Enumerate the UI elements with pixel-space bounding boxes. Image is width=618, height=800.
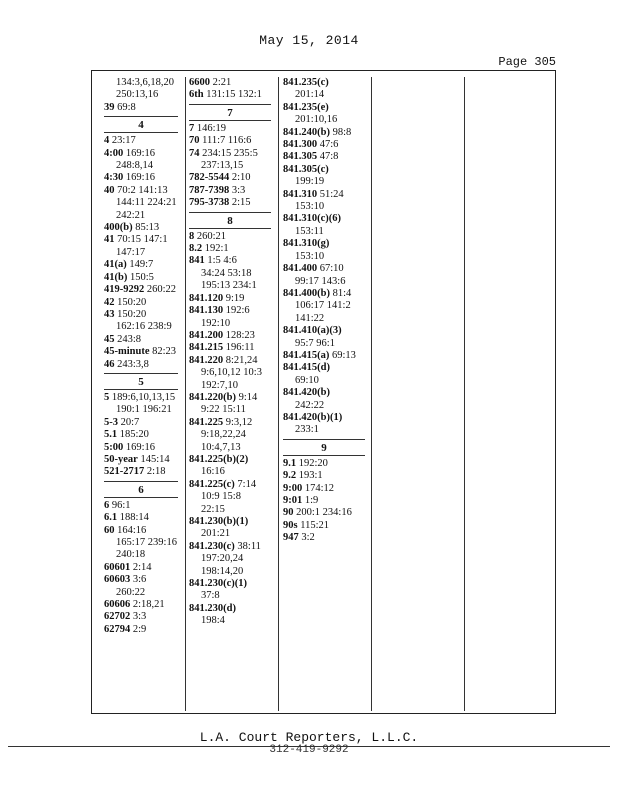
index-refs: 70:15 147:1 <box>117 234 168 246</box>
index-term: 841.230(d) <box>189 602 236 614</box>
index-refs-continued: 69:10 <box>295 374 319 386</box>
index-column-1 <box>104 77 184 713</box>
index-term: 90 <box>283 507 294 519</box>
index-refs: 2:14 <box>132 561 152 573</box>
index-term: 841.415(d) <box>283 362 330 374</box>
section-heading: 4 <box>104 116 178 133</box>
index-entry <box>283 139 371 151</box>
index-entry <box>104 466 184 478</box>
index-term: 841.225(b)(2) <box>189 453 249 465</box>
index-refs: 85:13 <box>135 222 160 234</box>
index-term: 9.1 <box>283 457 297 469</box>
index-refs-continued: 144:11 224:21 <box>116 197 177 209</box>
index-refs-continued: 242:21 <box>116 209 146 221</box>
index-refs-continued: 242:22 <box>295 399 325 411</box>
index-entry <box>283 288 371 300</box>
index-entry <box>189 392 277 404</box>
index-term: 40 <box>104 184 115 196</box>
index-entry <box>104 442 184 454</box>
index-term: 400(b) <box>104 222 133 234</box>
index-entry <box>189 355 277 367</box>
index-refs-continued: 9:22 15:11 <box>201 404 246 416</box>
index-refs: 174:12 <box>304 482 335 494</box>
column-divider <box>185 77 186 711</box>
index-entry <box>283 213 371 225</box>
index-term: 782-5544 <box>189 172 230 184</box>
index-refs: 3:6 <box>132 574 147 586</box>
index-term: 5-3 <box>104 416 118 428</box>
index-entry <box>283 362 371 374</box>
index-entry <box>283 189 371 201</box>
index-term: 60 <box>104 524 115 536</box>
index-refs-continued: 37:8 <box>201 590 220 602</box>
index-refs: 2:10 <box>231 172 251 184</box>
index-term: 841.420(b) <box>283 387 330 399</box>
index-term: 6th <box>189 89 204 101</box>
index-term: 42 <box>104 296 115 308</box>
index-refs: 9:14 <box>238 391 258 403</box>
index-refs-continued: 192:10 <box>201 317 231 329</box>
index-term: 521-2717 <box>104 466 145 478</box>
index-term: 841.225(c) <box>189 478 235 490</box>
index-refs: 150:20 <box>117 296 147 308</box>
index-refs: 20:7 <box>120 416 140 428</box>
index-refs: 169:16 <box>125 172 156 184</box>
index-entry <box>283 238 371 250</box>
index-entry <box>189 197 277 209</box>
index-entry <box>104 500 184 512</box>
column-divider <box>371 77 372 711</box>
index-entry <box>189 479 277 491</box>
index-term: 841.310(g) <box>283 238 330 250</box>
index-refs-continued: 162:16 238:9 <box>116 321 172 333</box>
index-entry <box>189 77 277 89</box>
index-entry <box>189 243 277 255</box>
index-entry <box>104 417 184 429</box>
index-entry <box>283 412 371 424</box>
index-refs: 2:15 <box>231 197 251 209</box>
index-refs-continued: 134:3,6,18,20 <box>116 77 175 88</box>
index-entry <box>104 429 184 441</box>
index-refs: 131:15 132:1 <box>206 89 262 101</box>
index-entry <box>189 417 277 429</box>
index-column-3 <box>283 77 371 713</box>
index-entry <box>104 234 184 246</box>
index-entry <box>104 222 184 234</box>
index-refs: 260:22 <box>146 284 177 296</box>
index-refs: 234:15 235:5 <box>202 147 258 159</box>
index-refs: 128:23 <box>225 329 255 341</box>
footer-phone: 312-419-9292 <box>269 744 349 756</box>
index-term: 841.230(c) <box>189 540 235 552</box>
index-refs: 81:4 <box>332 287 352 299</box>
index-refs: 185:20 <box>119 429 149 441</box>
index-entry <box>104 599 184 611</box>
section-heading: 9 <box>283 439 365 456</box>
index-entry <box>283 387 371 399</box>
index-refs: 200:1 234:16 <box>296 507 352 519</box>
index-term: 841.130 <box>189 305 224 317</box>
index-entry <box>104 392 184 404</box>
index-term: 6.1 <box>104 512 118 524</box>
index-entry <box>189 231 277 243</box>
index-refs: 67:10 <box>319 263 344 275</box>
index-entry <box>189 541 277 553</box>
index-entry <box>189 185 277 197</box>
index-term: 841.300 <box>283 139 318 151</box>
index-term: 90s <box>283 519 298 531</box>
index-refs: 196:11 <box>225 342 255 354</box>
index-refs-continued: 250:13,16 <box>116 89 159 101</box>
index-refs-continued: 233:1 <box>295 424 319 436</box>
index-refs: 1:5 4:6 <box>207 255 237 267</box>
index-refs: 115:21 <box>300 519 329 531</box>
index-refs: 243:3,8 <box>117 358 149 370</box>
index-refs-continued: 153:10 <box>295 250 325 262</box>
index-entry <box>283 151 371 163</box>
index-entry <box>104 562 184 574</box>
index-term: 841.235(e) <box>283 101 329 113</box>
index-refs: 7:14 <box>237 478 257 490</box>
index-refs: 38:11 <box>237 540 261 552</box>
index-entry <box>189 135 277 147</box>
index-refs: 188:14 <box>119 512 149 524</box>
index-term: 45 <box>104 333 115 345</box>
index-entry <box>104 512 184 524</box>
index-refs: 2:21 <box>212 77 232 88</box>
index-entry <box>189 293 277 305</box>
index-term: 60603 <box>104 574 131 586</box>
column-divider <box>464 77 465 711</box>
index-refs: 3:3 <box>231 184 246 196</box>
index-refs-continued: 22:15 <box>201 503 225 515</box>
index-entry <box>189 172 277 184</box>
index-refs: 3:2 <box>301 532 315 544</box>
index-refs: 69:8 <box>117 101 136 113</box>
index-refs: 1:9 <box>304 495 319 506</box>
index-refs: 164:16 <box>117 524 147 536</box>
index-term: 841.400(b) <box>283 287 330 299</box>
index-term: 60606 <box>104 599 131 611</box>
index-refs-continued: 237:13,15 <box>201 160 244 172</box>
index-entry <box>283 164 371 176</box>
index-refs-continued: 153:11 <box>295 225 324 237</box>
index-refs-continued: 106:17 141:2 <box>295 300 351 312</box>
index-term: 6600 <box>189 77 210 88</box>
index-term: 841.235(c) <box>283 77 329 88</box>
index-term: 841.215 <box>189 342 224 354</box>
index-refs: 23:17 <box>111 135 136 147</box>
index-term: 5 <box>104 391 110 403</box>
index-entry <box>104 272 184 284</box>
index-term: 70 <box>189 135 200 147</box>
index-term: 787-7398 <box>189 184 230 196</box>
index-refs: 260:21 <box>196 230 227 242</box>
index-term: 4:30 <box>104 172 124 184</box>
index-term: 5:00 <box>104 441 124 453</box>
index-entry <box>189 89 277 101</box>
index-term: 62702 <box>104 611 131 623</box>
index-refs-continued: 10:9 15:8 <box>201 491 241 503</box>
index-entry <box>104 574 184 586</box>
index-entry <box>104 102 184 114</box>
index-entry <box>104 135 184 147</box>
index-refs: 47:6 <box>319 139 339 151</box>
index-entry <box>283 495 371 507</box>
index-term: 8.2 <box>189 243 203 255</box>
index-refs: 96:1 <box>111 499 131 511</box>
index-entry <box>104 346 184 358</box>
index-refs: 192:6 <box>225 305 250 317</box>
index-refs: 150:20 <box>117 308 147 320</box>
index-refs-continued: 165:17 239:16 <box>116 537 177 548</box>
index-entry <box>104 297 184 309</box>
index-refs-continued: 9:18,22,24 <box>201 429 246 441</box>
index-refs: 169:16 <box>125 147 156 159</box>
index-refs: 82:23 <box>152 346 177 358</box>
index-term: 841.230(c)(1) <box>189 578 248 590</box>
index-entry <box>283 350 371 362</box>
index-refs: 192:1 <box>204 243 229 255</box>
index-term: 841.220(b) <box>189 391 236 403</box>
index-refs-continued: 260:22 <box>116 586 146 598</box>
index-refs: 145:14 <box>140 453 170 465</box>
footer-company: L.A. Court Reporters, L.L.C. <box>199 730 419 745</box>
index-refs-continued: 195:13 234:1 <box>201 280 257 292</box>
index-term: 74 <box>189 147 200 159</box>
index-term: 4 <box>104 135 110 147</box>
index-term: 7 <box>189 122 195 134</box>
index-refs: 3:3 <box>132 611 147 623</box>
index-entry <box>189 578 277 590</box>
word-index-table <box>91 70 556 714</box>
index-refs-continued: 201:21 <box>201 528 231 540</box>
index-term: 9:01 <box>283 495 303 506</box>
index-entry <box>104 334 184 346</box>
index-refs: 70:2 141:13 <box>117 184 168 196</box>
index-refs-continued: 95:7 96:1 <box>295 337 335 349</box>
index-entry <box>283 470 371 482</box>
column-divider <box>278 77 279 711</box>
index-refs: 192:20 <box>298 457 328 469</box>
index-refs-continued: 248:8,14 <box>116 160 154 172</box>
index-entry <box>283 77 371 89</box>
index-refs: 98:8 <box>332 126 352 138</box>
index-refs-continued: 9:6,10,12 10:3 <box>201 367 262 379</box>
index-refs: 169:16 <box>125 441 156 453</box>
index-entry <box>283 263 371 275</box>
index-entry <box>283 532 371 544</box>
header-date: May 15, 2014 <box>259 33 359 48</box>
index-refs-continued: 240:18 <box>116 549 146 561</box>
index-term: 8 <box>189 230 195 242</box>
index-term: 841.305 <box>283 151 318 163</box>
index-term: 841.305(c) <box>283 163 329 175</box>
index-column-2 <box>189 77 277 713</box>
index-entry <box>104 359 184 371</box>
index-refs: 2:9 <box>132 623 147 635</box>
section-heading: 8 <box>189 212 271 229</box>
section-heading: 5 <box>104 373 178 390</box>
index-term: 50-year <box>104 453 138 465</box>
index-entry <box>189 603 277 615</box>
index-entry <box>283 127 371 139</box>
index-entry <box>104 172 184 184</box>
index-entry <box>189 330 277 342</box>
index-refs-continued: 34:24 53:18 <box>201 267 252 279</box>
index-refs-continued: 198:4 <box>201 615 225 627</box>
index-column-4 <box>375 77 463 713</box>
index-term: 6 <box>104 499 110 511</box>
index-term: 841.310 <box>283 188 318 200</box>
index-entry <box>283 325 371 337</box>
index-term: 419-9292 <box>104 284 145 296</box>
index-entry <box>104 525 184 537</box>
index-term: 947 <box>283 532 299 544</box>
index-term: 841.400 <box>283 263 318 275</box>
index-refs: 69:13 <box>332 349 356 361</box>
index-refs: 150:5 <box>129 271 154 283</box>
index-entry <box>104 185 184 197</box>
index-term: 841.230(b)(1) <box>189 516 249 527</box>
index-term: 46 <box>104 358 115 370</box>
index-refs: 9:3,12 <box>225 416 253 428</box>
index-refs: 8:21,24 <box>225 354 258 366</box>
index-entry <box>104 284 184 296</box>
index-term: 795-3738 <box>189 197 230 209</box>
index-refs-continued: 99:17 143:6 <box>295 275 346 287</box>
index-refs-continued: 10:4,7,13 <box>201 441 241 453</box>
index-refs-continued: 190:1 196:21 <box>116 404 172 416</box>
index-entry <box>104 309 184 321</box>
index-entry <box>283 458 371 470</box>
index-term: 841 <box>189 255 205 267</box>
index-entry <box>104 611 184 623</box>
section-heading: 7 <box>189 104 271 121</box>
index-refs: 2:18,21 <box>132 599 165 611</box>
section-heading: 6 <box>104 481 178 498</box>
index-refs-continued: 16:16 <box>201 466 225 478</box>
index-refs: 146:19 <box>196 122 227 134</box>
index-refs-continued: 201:10,16 <box>295 114 338 126</box>
page-number: Page 305 <box>498 55 556 69</box>
index-column-5 <box>468 77 552 713</box>
index-entry <box>104 624 184 636</box>
index-entry <box>283 102 371 114</box>
index-entry <box>283 507 371 519</box>
index-refs: 111:7 116:6 <box>202 135 252 147</box>
index-term: 43 <box>104 308 115 320</box>
index-refs: 47:8 <box>319 151 339 163</box>
index-term: 4:00 <box>104 147 124 159</box>
index-entry <box>189 123 277 135</box>
index-refs: 149:7 <box>129 259 154 271</box>
index-term: 9:00 <box>283 482 303 494</box>
index-term: 5.1 <box>104 429 118 441</box>
index-entry <box>104 454 184 466</box>
index-refs-continued: 197:20,24 <box>201 553 244 565</box>
index-term: 45-minute <box>104 346 150 358</box>
index-refs: 193:1 <box>298 470 323 482</box>
index-entry <box>189 342 277 354</box>
index-term: 41(b) <box>104 271 128 283</box>
index-term: 841.220 <box>189 354 224 366</box>
index-refs: 9:19 <box>225 292 245 304</box>
index-term: 841.240(b) <box>283 126 330 138</box>
index-term: 841.120 <box>189 292 224 304</box>
index-refs-continued: 147:17 <box>116 246 146 258</box>
index-refs-continued: 198:14,20 <box>201 565 244 577</box>
index-entry <box>104 259 184 271</box>
index-entry <box>189 305 277 317</box>
index-refs-continued: 192:7,10 <box>201 379 239 391</box>
index-term: 841.310(c)(6) <box>283 213 342 225</box>
index-term: 841.410(a)(3) <box>283 325 342 337</box>
index-refs-continued: 201:14 <box>295 89 325 101</box>
index-term: 41 <box>104 234 115 246</box>
index-entry <box>283 483 371 495</box>
index-entry <box>104 148 184 160</box>
index-refs: 243:8 <box>117 333 142 345</box>
index-term: 39 <box>104 101 115 113</box>
index-entry <box>283 520 371 532</box>
index-term: 60601 <box>104 561 131 573</box>
index-refs-continued: 199:19 <box>295 176 325 188</box>
index-entry <box>189 255 277 267</box>
index-term: 62794 <box>104 623 131 635</box>
index-term: 41(a) <box>104 259 127 271</box>
index-entry <box>189 516 277 528</box>
index-entry <box>189 148 277 160</box>
index-entry <box>189 454 277 466</box>
index-term: 841.200 <box>189 329 224 341</box>
index-refs-continued: 153:10 <box>295 201 325 213</box>
index-term: 841.420(b)(1) <box>283 411 343 423</box>
index-refs: 51:24 <box>319 188 344 200</box>
index-term: 841.415(a) <box>283 349 330 361</box>
index-refs: 2:18 <box>146 466 166 478</box>
index-term: 9.2 <box>283 470 297 482</box>
index-term: 841.225 <box>189 416 224 428</box>
index-refs-continued: 141:22 <box>295 312 325 324</box>
index-refs: 189:6,10,13,15 <box>111 391 176 403</box>
